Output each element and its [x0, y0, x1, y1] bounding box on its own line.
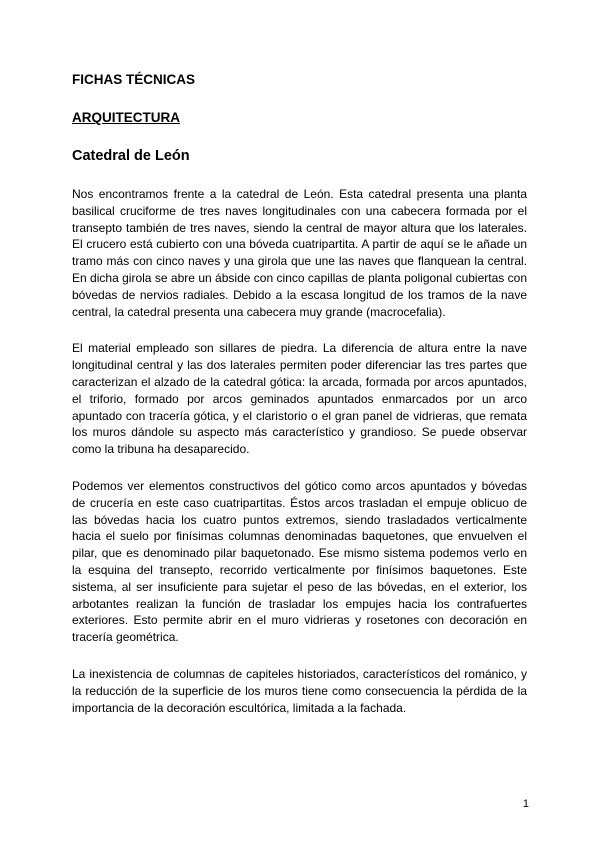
body-paragraph: Nos encontramos frente a la catedral de León. Esta catedral presenta una planta basilical cruciforme de tres naves longitudinales con una cabecera formada por el transepto también de tres naves, siendo la central de mayor altura que los laterales. El crucero está cubierto con una bóveda cuatripartita. A partir de aquí se le añade un tramo más con cinco naves y una girola que une las naves que flanquean la central. En dicha girola se abre un ábside con cinco capillas de planta poligonal cubiertas con bóvedas de nervios radiales. Debido a la escasa longitud de los tramos de la nave central, la catedral presenta una cabecera muy grande (macrocefalia). — [72, 187, 527, 319]
page-number: 1 — [522, 798, 529, 810]
body-paragraph: La inexistencia de columnas de capiteles historiados, característicos del románico, y la reducción de la superficie de los muros tiene como consecuencia la pérdida de la importancia de la decoración escultórica, limitada a la fachada. — [72, 666, 527, 715]
document-title: FICHAS TÉCNICAS — [72, 72, 196, 87]
page-content — [72, 70, 527, 716]
body-paragraph: Podemos ver elementos constructivos del gótico como arcos apuntados y bóvedas de crucería en este caso cuatripartitas. Éstos arcos trasladan el empuje oblicuo de las bóvedas hacia los cuatro puntos extremos, siendo trasladados verticalmente hacia el suelo por finísimas columnas denominadas baquetones, que envuelven el pilar, que es denominado pilar baquetonado. Ese mismo sistema podemos verlo en la esquina del transepto, recorrido verticalmente por finísimos baquetones. Este sistema, al ser insuficiente para sujetar el peso de las bóvedas, en el exterior, los arbotantes realizan la función de trasladar los empujes hacia los contrafuertes exteriores. Esto permite abrir en el muro vidrieras y rosetones con decoración en tracería geométrica. — [72, 478, 527, 645]
body-paragraph: El material empleado son sillares de piedra. La diferencia de altura entre la nave longitudinal central y las dos laterales permiten poder diferenciar las tres partes que caracterizan el alzado de la catedral gótica: la arcada, formada por arcos apuntados, el triforio, formado por arcos geminados apuntados enmarcados por un arco apuntado con tracería gótica, y el claristorio o el gran panel de vidrieras, que remata los muros dándole su aspecto más característico y grandioso. Se puede observar como la tribuna ha desaparecido. — [72, 341, 527, 457]
section-heading: ARQUITECTURA — [72, 110, 180, 125]
subsection-heading: Catedral de León — [72, 148, 190, 164]
